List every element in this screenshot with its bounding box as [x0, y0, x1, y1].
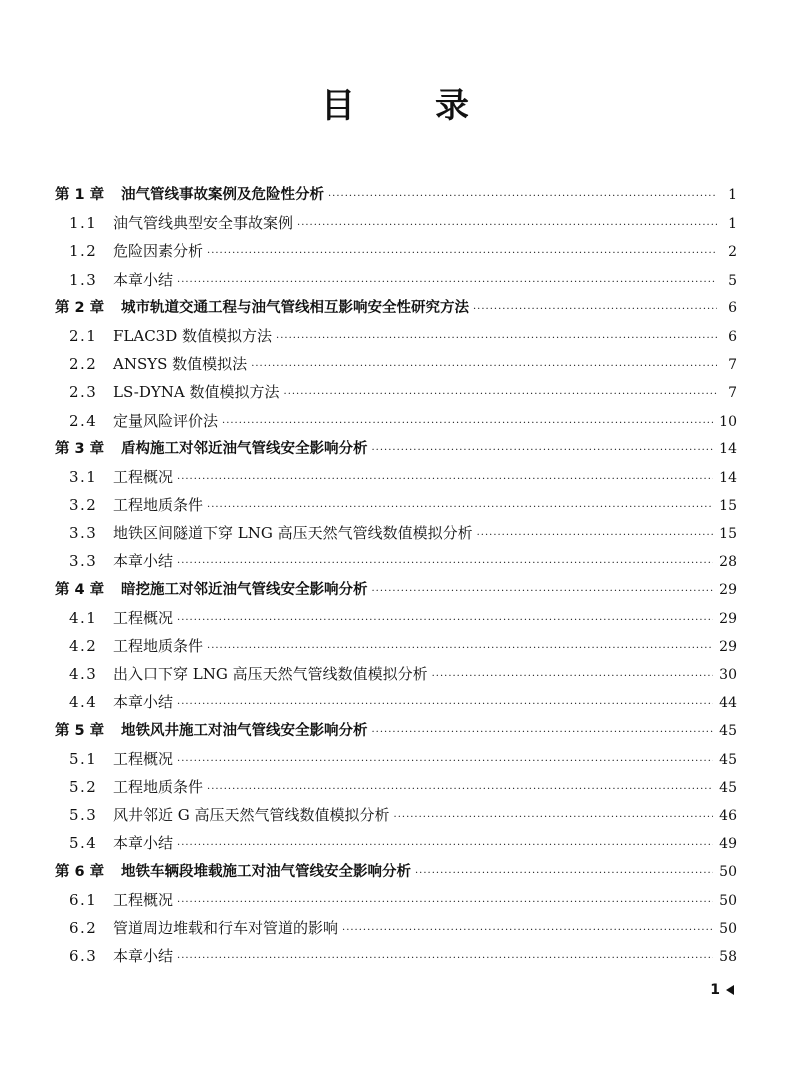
dot-leader — [177, 607, 713, 635]
dot-leader — [177, 691, 713, 719]
toc-entry-title: 暗挖施工对邻近油气管线安全影响分析 — [121, 581, 368, 598]
dot-leader — [177, 550, 713, 578]
toc-entry-title: 地铁区间隧道下穿 LNG 高压天然气管线数值模拟分析 — [113, 524, 473, 543]
toc-section-entry[interactable] — [55, 407, 737, 435]
toc-section-entry[interactable] — [55, 914, 737, 942]
toc-entry-title: 本章小结 — [113, 552, 174, 571]
toc-entry-page: 29 — [719, 581, 737, 598]
dot-leader — [177, 269, 717, 297]
toc-section-entry[interactable] — [55, 519, 737, 547]
toc-entry-title: 风井邻近 G 高压天然气管线数值模拟分析 — [113, 806, 390, 825]
toc-section-entry[interactable] — [55, 773, 737, 801]
toc-entry-number: 5.1 — [69, 749, 98, 768]
toc-chapter-entry[interactable] — [55, 576, 737, 604]
toc-entry-title: 油气管线典型安全事故案例 — [113, 214, 294, 233]
toc-entry-page: 1 — [728, 216, 737, 233]
toc-section-entry[interactable] — [55, 604, 737, 632]
toc-entry-number: 2.1 — [69, 326, 98, 345]
toc-entry-number: 3.3 — [69, 524, 98, 543]
toc-entry-page: 49 — [719, 836, 737, 853]
toc-entry-page: 50 — [719, 863, 737, 880]
toc-entry-number: 2.2 — [69, 355, 98, 374]
toc-section-entry[interactable] — [55, 745, 737, 773]
toc-section-entry[interactable] — [55, 322, 737, 350]
toc-entry-page: 7 — [728, 385, 737, 402]
toc-entry-page: 6 — [728, 299, 737, 316]
toc-entry-number: 3.3 — [69, 552, 98, 571]
toc-entry-number: 5.3 — [69, 806, 98, 825]
toc-entry-title: LS-DYNA 数值模拟方法 — [113, 383, 280, 402]
page-number: 1 — [710, 982, 720, 998]
toc-entry-title: 本章小结 — [113, 834, 174, 853]
dot-leader — [473, 296, 717, 324]
dot-leader — [276, 325, 717, 353]
toc-entry-title: 工程地质条件 — [113, 496, 204, 515]
toc-section-entry[interactable] — [55, 632, 737, 660]
toc-entry-number: 第 4 章 — [55, 581, 105, 598]
toc-entry-page: 50 — [719, 892, 737, 909]
toc-entry-title: 本章小结 — [113, 270, 174, 289]
toc-section-entry[interactable] — [55, 378, 737, 406]
toc-entry-number: 5.2 — [69, 777, 98, 796]
dot-leader — [207, 240, 717, 268]
dot-leader — [207, 494, 713, 522]
toc-section-entry[interactable] — [55, 491, 737, 519]
toc-entry-number: 1.3 — [69, 270, 98, 289]
toc-entry-page: 45 — [719, 779, 737, 796]
toc-chapter-entry[interactable] — [55, 717, 737, 745]
toc-entry-title: 盾构施工对邻近油气管线安全影响分析 — [121, 440, 368, 457]
toc-entry-page: 44 — [719, 695, 737, 712]
toc-section-entry[interactable] — [55, 886, 737, 914]
dot-leader — [394, 804, 714, 832]
dot-leader — [222, 410, 713, 438]
toc-entry-title: 城市轨道交通工程与油气管线相互影响安全性研究方法 — [121, 299, 469, 316]
left-triangle-icon — [726, 985, 734, 995]
dot-leader — [477, 522, 714, 550]
toc-entry-title: 出入口下穿 LNG 高压天然气管线数值模拟分析 — [113, 665, 428, 684]
toc-entry-page: 6 — [728, 328, 737, 345]
toc-chapter-entry[interactable] — [55, 435, 737, 463]
toc-section-entry[interactable] — [55, 688, 737, 716]
toc-section-entry[interactable] — [55, 237, 737, 265]
dot-leader — [177, 832, 713, 860]
toc-entry-page: 50 — [719, 920, 737, 937]
toc-entry-page: 1 — [728, 187, 737, 203]
toc-section-entry[interactable] — [55, 829, 737, 857]
toc-entry-page: 28 — [719, 554, 737, 571]
toc-entry-title: 管道周边堆载和行车对管道的影响 — [113, 918, 339, 937]
toc-entry-title: 地铁车辆段堆载施工对油气管线安全影响分析 — [121, 863, 411, 880]
toc-entry-number: 2.4 — [69, 411, 98, 430]
toc-entry-page: 29 — [719, 610, 737, 627]
page-title: 目录 — [321, 86, 549, 126]
toc-section-entry[interactable] — [55, 350, 737, 378]
dot-leader — [251, 353, 717, 381]
toc-entry-page: 10 — [719, 413, 737, 430]
toc-section-entry[interactable] — [55, 266, 737, 294]
toc-entry-page: 15 — [719, 498, 737, 515]
toc-section-entry[interactable] — [55, 209, 737, 237]
toc-chapter-entry[interactable] — [55, 858, 737, 886]
toc-entry-number: 6.1 — [69, 890, 98, 909]
toc-entry-title: 工程概况 — [113, 749, 174, 768]
toc-entry-title: 油气管线事故案例及危险性分析 — [121, 187, 324, 203]
toc-section-entry[interactable] — [55, 942, 737, 970]
toc-entry-number: 4.3 — [69, 665, 98, 684]
toc-entry-page: 58 — [719, 949, 737, 966]
toc-entry-page: 7 — [728, 357, 737, 374]
toc-entry-number: 6.3 — [69, 947, 98, 966]
toc-section-entry[interactable] — [55, 660, 737, 688]
toc-entry-number: 3.1 — [69, 467, 98, 486]
toc-entry-page: 15 — [719, 526, 737, 543]
toc-entry-title: 地铁风井施工对油气管线安全影响分析 — [121, 722, 368, 739]
toc-section-entry[interactable] — [55, 801, 737, 829]
toc-entry-number: 4.2 — [69, 637, 98, 655]
toc-entry-page: 45 — [719, 751, 737, 768]
dot-leader — [207, 635, 713, 663]
toc-entry-page: 46 — [719, 808, 737, 825]
dot-leader — [372, 719, 714, 747]
toc-chapter-entry[interactable] — [55, 181, 737, 209]
toc-entry-number: 第 2 章 — [55, 299, 105, 316]
toc-entry-page: 14 — [719, 440, 737, 457]
toc-entry-number: 第 6 章 — [55, 863, 105, 880]
toc-entry-title: 本章小结 — [113, 947, 174, 966]
dot-leader — [432, 663, 714, 691]
toc-entry-number: 6.2 — [69, 918, 98, 937]
toc-chapter-entry[interactable] — [55, 294, 737, 322]
dot-leader — [415, 860, 713, 888]
table-of-contents — [55, 181, 737, 970]
dot-leader — [372, 578, 714, 606]
dot-leader — [297, 212, 717, 240]
toc-entry-title: 工程概况 — [113, 467, 174, 486]
toc-entry-number: 第 1 章 — [55, 187, 105, 203]
toc-entry-number: 1.1 — [69, 214, 98, 233]
toc-entry-title: 定量风险评价法 — [113, 411, 219, 430]
toc-entry-number: 5.4 — [69, 834, 98, 853]
toc-entry-title: ANSYS 数值模拟法 — [113, 355, 248, 374]
toc-entry-title: FLAC3D 数值模拟方法 — [113, 326, 273, 345]
dot-leader — [207, 776, 713, 804]
toc-section-entry[interactable] — [55, 463, 737, 491]
toc-entry-title: 工程概况 — [113, 608, 174, 627]
toc-entry-title: 工程地质条件 — [113, 637, 204, 655]
toc-entry-page: 5 — [728, 272, 737, 289]
toc-entry-number: 2.3 — [69, 383, 98, 402]
toc-section-entry[interactable] — [55, 547, 737, 575]
toc-entry-page: 14 — [719, 469, 737, 486]
page-footer — [710, 982, 734, 998]
toc-entry-page: 30 — [719, 667, 737, 684]
toc-entry-title: 工程地质条件 — [113, 777, 204, 796]
toc-entry-page: 45 — [719, 722, 737, 739]
dot-leader — [372, 437, 714, 465]
dot-leader — [328, 183, 717, 211]
toc-entry-page: 2 — [728, 244, 737, 261]
dot-leader — [177, 945, 713, 973]
dot-leader — [177, 889, 713, 917]
toc-entry-page: 29 — [719, 639, 737, 655]
toc-entry-number: 第 5 章 — [55, 722, 105, 739]
toc-entry-number: 4.1 — [69, 608, 98, 627]
dot-leader — [284, 381, 717, 409]
toc-entry-title: 工程概况 — [113, 890, 174, 909]
toc-entry-title: 危险因素分析 — [113, 242, 204, 261]
toc-entry-title: 本章小结 — [113, 693, 174, 712]
toc-entry-number: 4.4 — [69, 693, 98, 712]
toc-entry-number: 3.2 — [69, 496, 98, 515]
dot-leader — [177, 748, 713, 776]
dot-leader — [342, 917, 713, 945]
toc-entry-number: 1.2 — [69, 242, 98, 261]
toc-entry-number: 第 3 章 — [55, 440, 105, 457]
dot-leader — [177, 466, 713, 494]
